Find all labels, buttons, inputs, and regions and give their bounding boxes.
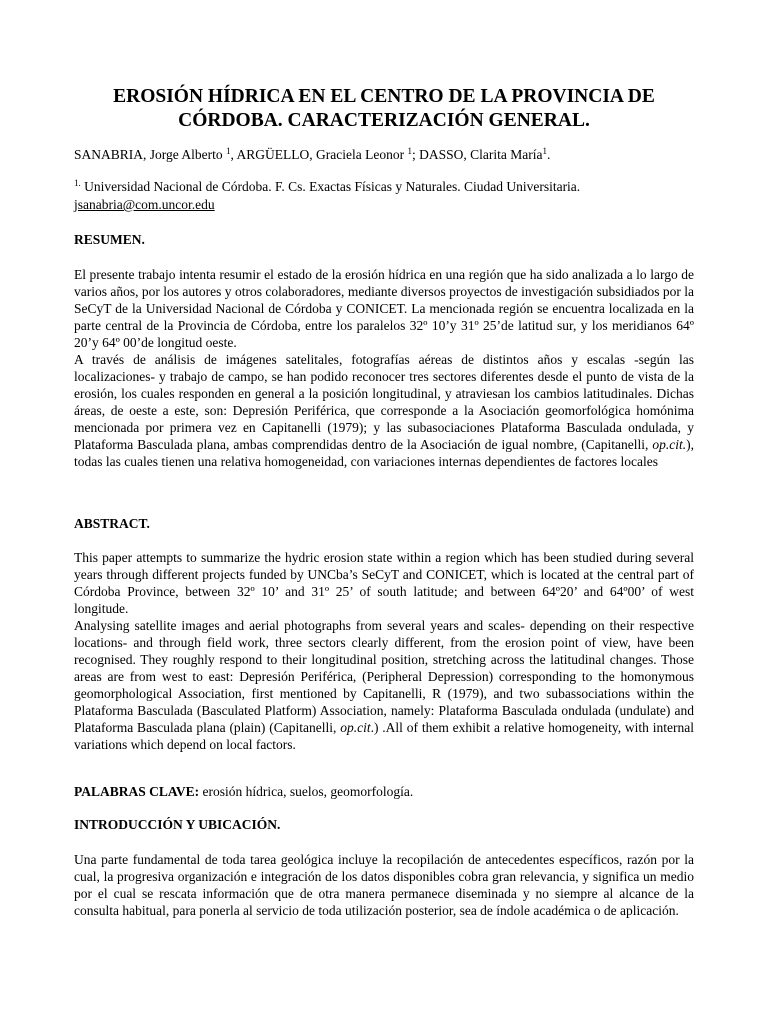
abstract-heading: ABSTRACT. — [74, 516, 150, 531]
resumen-body — [74, 266, 694, 470]
affiliation-text: Universidad Nacional de Córdoba. F. Cs. Exactas Físicas y Naturales. Ciudad Universitaria. — [80, 179, 581, 194]
abstract-citation: op.cit — [340, 720, 371, 735]
keywords-label: PALABRAS CLAVE: — [74, 784, 200, 799]
title-line-1: EROSIÓN HÍDRICA EN EL CENTRO DE LA PROVINCIA DE — [113, 86, 655, 107]
resumen-paragraph-1: El presente trabajo intenta resumir el estado de la erosión hídrica en una región que ha sido analizada a lo largo de varios años, por los autores y otros colaboradores, mediante diversos proyectos de investigación subsidiados por la SeCyT de la Universidad Nacional de Córdoba y CONICET. La mencionada región se encuentra localizada en la parte central de la Provincia de Córdoba, entre los paralelos 32º 10’y 31º 25’de latitud sur, y los meridianos 64º 20’y 64º 00’de longitud oeste. — [74, 267, 694, 350]
author-list-end: . — [546, 147, 551, 162]
intro-heading: INTRODUCCIÓN Y UBICACIÓN. — [74, 817, 281, 832]
author-3-affiliation-mark: 1 — [542, 146, 547, 156]
intro-body — [74, 851, 694, 919]
author-list — [74, 146, 714, 164]
author-2-affiliation-mark: 1 — [407, 146, 412, 156]
abstract-paragraph-2 — [74, 617, 694, 753]
affiliation-marker: 1. — [74, 178, 81, 188]
abstract-body — [74, 549, 694, 753]
resumen-paragraph-2 — [74, 351, 694, 470]
author-1: SANABRIA, Jorge Alberto — [74, 147, 227, 162]
resumen-heading: RESUMEN. — [74, 232, 145, 247]
keywords-text: erosión hídrica, suelos, geomorfología. — [199, 784, 414, 799]
contact-email-link[interactable]: jsanabria@com.uncor.edu — [74, 197, 215, 212]
resumen-p2-text-end: ), todas las cuales tienen una relativa homogeneidad, con variaciones internas dependientes de factores locales — [74, 437, 694, 469]
author-2: , ARGÜELLO, Graciela Leonor — [230, 147, 408, 162]
affiliation — [74, 178, 714, 214]
abstract-p2-text-end: .) .All of them exhibit a relative homogeneity, with internal variations which depend on local factors. — [74, 720, 694, 752]
resumen-citation: op.cit. — [652, 437, 687, 452]
abstract-p2-text: Analysing satellite images and aerial photographs from several years and scales- depending on their respective locations- and through field work, three sectors clearly different, from the erosion point of view, have been recognised. They roughly respond to their longitudinal position, stretching across the latitudinal changes. Those areas are from west to east: Depresión Periférica, (Peripheral Depression) corresponding to the homonymous geomorphological Association, first mentioned by Capitanelli, R (1979), and two subassociations within the Plataforma Basculada (Basculated Platform) Association, namely: Plataforma Basculada ondulada (undulate) and Plataforma Basculada plana (plain) (Capitanelli, — [74, 618, 694, 735]
resumen-p2-text: A través de análisis de imágenes satelitales, fotografías aéreas de distintos años y escalas -según las localizaciones- y trabajo de campo, se han podido reconocer tres sectores diferentes desde el punto de vista de la erosión, los cuales responden en general a la posición longitudinal, y atraviesan los cambios latitudinales. Dichas áreas, de oeste a este, son: Depresión Periférica, que corresponde a la Asociación geomorfológica homónima mencionada por primera vez en Capitanelli (1979); y las subasociaciones Plataforma Basculada ondulada, y Plataforma Basculada plana, ambas comprendidas dentro de la Asociación de igual nombre, (Capitanelli, — [74, 352, 694, 452]
keywords — [74, 783, 694, 801]
title-line-2: CÓRDOBA. CARACTERIZACIÓN GENERAL. — [178, 110, 590, 131]
abstract-paragraph-1: This paper attempts to summarize the hydric erosion state within a region which has been studied during several years through different projects funded by UNCba’s SeCyT and CONICET, which is located at the central part of Córdoba Province, between 32º 10’ and 31º 25’ of south latitude; and between 64º20’ and 64º00’ of west longitude. — [74, 550, 694, 616]
intro-paragraph-1: Una parte fundamental de toda tarea geológica incluye la recopilación de antecedentes específicos, razón por la cual, la progresiva organización e integración de los datos disponibles cobra gran relevancia, y significa un medio por el cual se rescata información que de otra manera permanece diseminada y no siempre al alcance de la consulta habitual, para ponerla al servicio de toda utilización posterior, sea de índole académica o de aplicación. — [74, 852, 694, 918]
paper-title — [70, 85, 698, 133]
author-1-affiliation-mark: 1 — [226, 146, 231, 156]
author-3: ; DASSO, Clarita María — [411, 147, 543, 162]
